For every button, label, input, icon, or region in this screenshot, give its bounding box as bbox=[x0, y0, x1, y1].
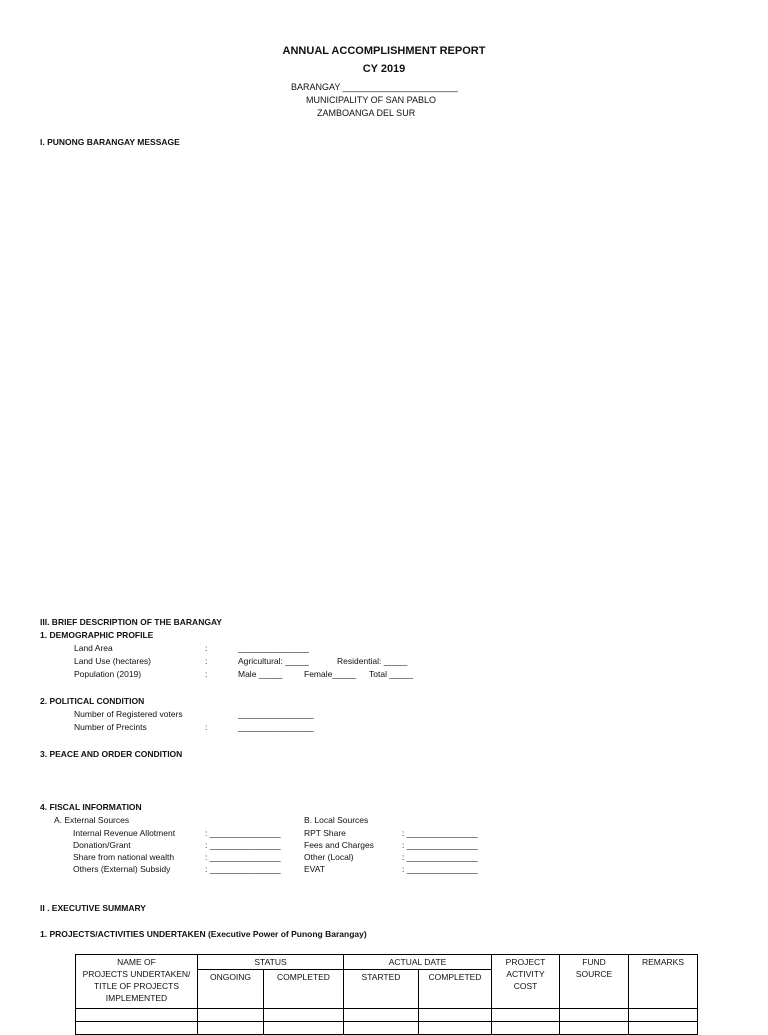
national-wealth-field[interactable]: : _______________ bbox=[205, 852, 281, 862]
agricultural-field[interactable]: Agricultural: _____ bbox=[238, 656, 309, 666]
precincts-label: Number of Precints bbox=[74, 722, 147, 732]
table-cell[interactable] bbox=[264, 1022, 344, 1035]
table-cell[interactable] bbox=[492, 1009, 560, 1022]
table-cell[interactable] bbox=[198, 1009, 264, 1022]
external-sources-title: A. External Sources bbox=[54, 815, 130, 825]
col-header-completed: COMPLETED bbox=[264, 970, 344, 1009]
male-field[interactable]: Male _____ bbox=[238, 669, 283, 679]
ira-field[interactable]: : _______________ bbox=[205, 828, 281, 838]
col-header-status: STATUS bbox=[198, 955, 344, 970]
fees-charges-label: Fees and Charges bbox=[304, 840, 374, 850]
precincts-row bbox=[74, 722, 474, 734]
other-local-field[interactable]: : _______________ bbox=[402, 852, 478, 862]
precincts-colon: : bbox=[205, 722, 208, 732]
registered-voters-label: Number of Registered voters bbox=[74, 709, 183, 719]
table-cell[interactable] bbox=[560, 1009, 629, 1022]
evat-field[interactable]: : _______________ bbox=[402, 864, 478, 874]
report-title: ANNUAL ACCOMPLISHMENT REPORT bbox=[282, 45, 486, 57]
female-field[interactable]: Female_____ bbox=[304, 669, 356, 679]
report-year: CY 2019 bbox=[362, 63, 406, 75]
land-area-row bbox=[74, 643, 474, 655]
col-header-fund-source: FUND SOURCE bbox=[560, 955, 629, 1009]
rpt-share-field[interactable]: : _______________ bbox=[402, 828, 478, 838]
external-subsidy-field[interactable]: : _______________ bbox=[205, 864, 281, 874]
precincts-field[interactable]: ________________ bbox=[238, 722, 314, 732]
province-label: ZAMBOANGA DEL SUR bbox=[317, 108, 416, 118]
table-cell[interactable] bbox=[629, 1009, 698, 1022]
fees-charges-field[interactable]: : _______________ bbox=[402, 840, 478, 850]
donation-field[interactable]: : _______________ bbox=[205, 840, 281, 850]
table-cell[interactable] bbox=[344, 1022, 419, 1035]
land-area-label: Land Area bbox=[74, 643, 113, 653]
land-area-colon: : bbox=[205, 643, 208, 653]
table-cell[interactable] bbox=[560, 1022, 629, 1035]
registered-voters-row bbox=[74, 709, 474, 721]
col-header-project-name: NAME OF PROJECTS UNDERTAKEN/ TITLE OF PROJECTS IMPLEMENTED bbox=[76, 955, 198, 1009]
section-executive-summary: II . EXECUTIVE SUMMARY bbox=[40, 903, 146, 913]
col-header-started: STARTED bbox=[344, 970, 419, 1009]
table-cell[interactable] bbox=[344, 1009, 419, 1022]
table-row bbox=[76, 1022, 698, 1035]
col-header-ongoing: ONGOING bbox=[198, 970, 264, 1009]
political-condition-title: 2. POLITICAL CONDITION bbox=[40, 696, 145, 706]
table-cell[interactable] bbox=[264, 1009, 344, 1022]
col-header-actual-date: ACTUAL DATE bbox=[344, 955, 492, 970]
projects-undertaken-title: 1. PROJECTS/ACTIVITIES UNDERTAKEN (Executive Power of Punong Barangay) bbox=[40, 929, 367, 939]
col-header-project-cost: PROJECT ACTIVITY COST bbox=[492, 955, 560, 1009]
land-use-colon: : bbox=[205, 656, 208, 666]
table-row bbox=[76, 1009, 698, 1022]
col-header-remarks: REMARKS bbox=[629, 955, 698, 1009]
table-cell[interactable] bbox=[419, 1009, 492, 1022]
land-use-row bbox=[74, 656, 474, 668]
demographic-profile-title: 1. DEMOGRAPHIC PROFILE bbox=[40, 630, 154, 640]
land-use-label: Land Use (hectares) bbox=[74, 656, 152, 666]
residential-field[interactable]: Residential: _____ bbox=[337, 656, 408, 666]
section-punong-barangay-message: I. PUNONG BARANGAY MESSAGE bbox=[40, 137, 180, 147]
table-cell[interactable] bbox=[76, 1009, 198, 1022]
municipality-label: MUNICIPALITY OF SAN PABLO bbox=[306, 95, 437, 105]
national-wealth-label: Share from national wealth bbox=[73, 852, 175, 862]
local-sources-title: B. Local Sources bbox=[304, 815, 369, 825]
other-local-label: Other (Local) bbox=[304, 852, 354, 862]
table-cell[interactable] bbox=[492, 1022, 560, 1035]
evat-label: EVAT bbox=[304, 864, 325, 874]
population-colon: : bbox=[205, 669, 208, 679]
population-row bbox=[74, 669, 474, 681]
table-header-row bbox=[76, 955, 698, 970]
total-field[interactable]: Total _____ bbox=[369, 669, 413, 679]
col-header-date-completed: COMPLETED bbox=[419, 970, 492, 1009]
table-cell[interactable] bbox=[76, 1022, 198, 1035]
table-cell[interactable] bbox=[198, 1022, 264, 1035]
projects-table bbox=[75, 954, 698, 1035]
registered-voters-field[interactable]: ________________ bbox=[238, 709, 314, 719]
donation-label: Donation/Grant bbox=[73, 840, 131, 850]
table-cell[interactable] bbox=[419, 1022, 492, 1035]
external-subsidy-label: Others (External) Subsidy bbox=[73, 864, 171, 874]
barangay-label: BARANGAY _______________________ bbox=[291, 82, 458, 92]
land-area-field[interactable]: _______________ bbox=[238, 643, 309, 653]
section-brief-description: III. BRIEF DESCRIPTION OF THE BARANGAY bbox=[40, 617, 222, 627]
peace-order-title: 3. PEACE AND ORDER CONDITION bbox=[40, 749, 183, 759]
population-label: Population (2019) bbox=[74, 669, 142, 679]
rpt-share-label: RPT Share bbox=[304, 828, 346, 838]
table-cell[interactable] bbox=[629, 1022, 698, 1035]
fiscal-information-title: 4. FISCAL INFORMATION bbox=[40, 802, 142, 812]
ira-label: Internal Revenue Allotment bbox=[73, 828, 176, 838]
